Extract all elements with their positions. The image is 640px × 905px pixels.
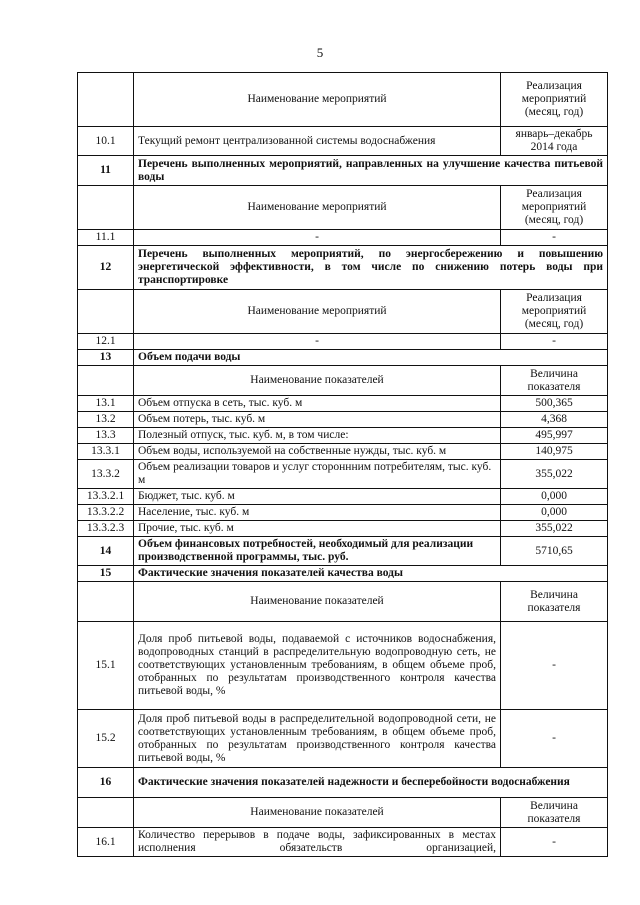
row-number: 13.3 bbox=[78, 428, 134, 444]
indicator-value-header: Величина показателя bbox=[501, 582, 608, 622]
measures-name-header: Наименование мероприятий bbox=[134, 73, 501, 127]
row-name: Полезный отпуск, тыс. куб. м, в том числе: bbox=[134, 428, 501, 444]
section-number: 16 bbox=[78, 768, 134, 798]
table-row bbox=[78, 412, 608, 428]
row-value: 4,368 bbox=[501, 412, 608, 428]
section-title: Перечень выполненных мероприятий, по энергосбережению и повышению энергетической эффективности, в том числе по снижению потерь воды при транспортировке bbox=[134, 246, 608, 290]
section-title: Фактические значения показателей надежности и бесперебойности водоснабжения bbox=[134, 768, 608, 798]
indicator-value-header: Величина показателя bbox=[501, 798, 608, 828]
table-header-row bbox=[78, 73, 608, 127]
number-header-cell bbox=[78, 582, 134, 622]
number-header-cell bbox=[78, 73, 134, 127]
section-value: 5710,65 bbox=[501, 537, 608, 566]
table-header-row bbox=[78, 798, 608, 828]
section-row bbox=[78, 768, 608, 798]
row-name: Объем потерь, тыс. куб. м bbox=[134, 412, 501, 428]
row-number: 12.1 bbox=[78, 334, 134, 350]
row-value: 500,365 bbox=[501, 396, 608, 412]
section-title: Перечень выполненных мероприятий, направленных на улучшение качества питьевой воды bbox=[134, 156, 608, 186]
row-number: 15.2 bbox=[78, 710, 134, 768]
row-number: 10.1 bbox=[78, 127, 134, 156]
table-row bbox=[78, 622, 608, 710]
row-number: 11.1 bbox=[78, 230, 134, 246]
row-number: 13.3.2 bbox=[78, 460, 134, 489]
row-name: - bbox=[134, 230, 501, 246]
table-row bbox=[78, 127, 608, 156]
row-value: - bbox=[501, 828, 608, 857]
row-number: 13.3.2.1 bbox=[78, 489, 134, 505]
measures-period-header: Реализация мероприятий (месяц, год) bbox=[501, 73, 608, 127]
table-header-row bbox=[78, 582, 608, 622]
section-number: 14 bbox=[78, 537, 134, 566]
row-value: 0,000 bbox=[501, 505, 608, 521]
section-row bbox=[78, 350, 608, 366]
section-number: 11 bbox=[78, 156, 134, 186]
row-value: - bbox=[501, 230, 608, 246]
section-number: 12 bbox=[78, 246, 134, 290]
row-name: Количество перерывов в подаче воды, зафиксированных в местах исполнения обязательств организацией, bbox=[134, 828, 501, 857]
row-number: 16.1 bbox=[78, 828, 134, 857]
row-name: Объем воды, используемой на собственные нужды, тыс. куб. м bbox=[134, 444, 501, 460]
row-name: Текущий ремонт централизованной системы водоснабжения bbox=[134, 127, 501, 156]
row-number: 13.3.2.3 bbox=[78, 521, 134, 537]
table-header-row bbox=[78, 290, 608, 334]
row-name: Население, тыс. куб. м bbox=[134, 505, 501, 521]
table-row bbox=[78, 489, 608, 505]
table-row bbox=[78, 428, 608, 444]
row-value: 355,022 bbox=[501, 521, 608, 537]
section-row bbox=[78, 537, 608, 566]
table-row bbox=[78, 334, 608, 350]
row-name: - bbox=[134, 334, 501, 350]
row-name: Объем реализации товаров и услуг стороннним потребителям, тыс. куб. м bbox=[134, 460, 501, 489]
row-number: 13.1 bbox=[78, 396, 134, 412]
table-header-row bbox=[78, 366, 608, 396]
table-row bbox=[78, 396, 608, 412]
row-value: 495,997 bbox=[501, 428, 608, 444]
table-row bbox=[78, 505, 608, 521]
indicators-name-header: Наименование показателей bbox=[134, 582, 501, 622]
row-name: Бюджет, тыс. куб. м bbox=[134, 489, 501, 505]
number-header-cell bbox=[78, 186, 134, 230]
table-row bbox=[78, 521, 608, 537]
indicators-name-header: Наименование показателей bbox=[134, 798, 501, 828]
section-number: 13 bbox=[78, 350, 134, 366]
page-number: 5 bbox=[316, 45, 324, 60]
table-row bbox=[78, 230, 608, 246]
row-value: 355,022 bbox=[501, 460, 608, 489]
section-title: Объем финансовых потребностей, необходимый для реализации производственной программы, тыс. руб. bbox=[134, 537, 501, 566]
row-name: Объем отпуска в сеть, тыс. куб. м bbox=[134, 396, 501, 412]
program-table bbox=[77, 72, 608, 857]
row-name: Прочие, тыс. куб. м bbox=[134, 521, 501, 537]
measures-name-header: Наименование мероприятий bbox=[134, 186, 501, 230]
measures-period-header: Реализация мероприятий (месяц, год) bbox=[501, 186, 608, 230]
row-value: 140,975 bbox=[501, 444, 608, 460]
row-value: - bbox=[501, 622, 608, 710]
measures-period-header: Реализация мероприятий (месяц, год) bbox=[501, 290, 608, 334]
number-header-cell bbox=[78, 366, 134, 396]
indicator-value-header: Величина показателя bbox=[501, 366, 608, 396]
row-name: Доля проб питьевой воды в распределительной водопроводной сети, не соответствующих установленным требованиям, в общем объеме проб, отобранных по результатам производственного контроля качества питьевой воды, % bbox=[134, 710, 501, 768]
section-row bbox=[78, 156, 608, 186]
number-header-cell bbox=[78, 290, 134, 334]
number-header-cell bbox=[78, 798, 134, 828]
section-row bbox=[78, 566, 608, 582]
indicators-name-header: Наименование показателей bbox=[134, 366, 501, 396]
row-name: Доля проб питьевой воды, подаваемой с источников водоснабжения, водопроводных станций в распределительную водопроводную сеть, не соответствующих установленным требованиям, в общем объеме проб, отобранных по результатам производственного контроля качества питьевой воды, % bbox=[134, 622, 501, 710]
table-row bbox=[78, 444, 608, 460]
table-row bbox=[78, 828, 608, 857]
row-number: 13.2 bbox=[78, 412, 134, 428]
row-value: 0,000 bbox=[501, 489, 608, 505]
table-row bbox=[78, 460, 608, 489]
row-value: - bbox=[501, 334, 608, 350]
section-title: Фактические значения показателей качества воды bbox=[134, 566, 608, 582]
table-header-row bbox=[78, 186, 608, 230]
row-number: 15.1 bbox=[78, 622, 134, 710]
measures-name-header: Наименование мероприятий bbox=[134, 290, 501, 334]
section-row bbox=[78, 246, 608, 290]
section-title: Объем подачи воды bbox=[134, 350, 608, 366]
row-number: 13.3.2.2 bbox=[78, 505, 134, 521]
section-number: 15 bbox=[78, 566, 134, 582]
table-row bbox=[78, 710, 608, 768]
row-value: - bbox=[501, 710, 608, 768]
row-number: 13.3.1 bbox=[78, 444, 134, 460]
row-value: январь–декабрь 2014 года bbox=[501, 127, 608, 156]
